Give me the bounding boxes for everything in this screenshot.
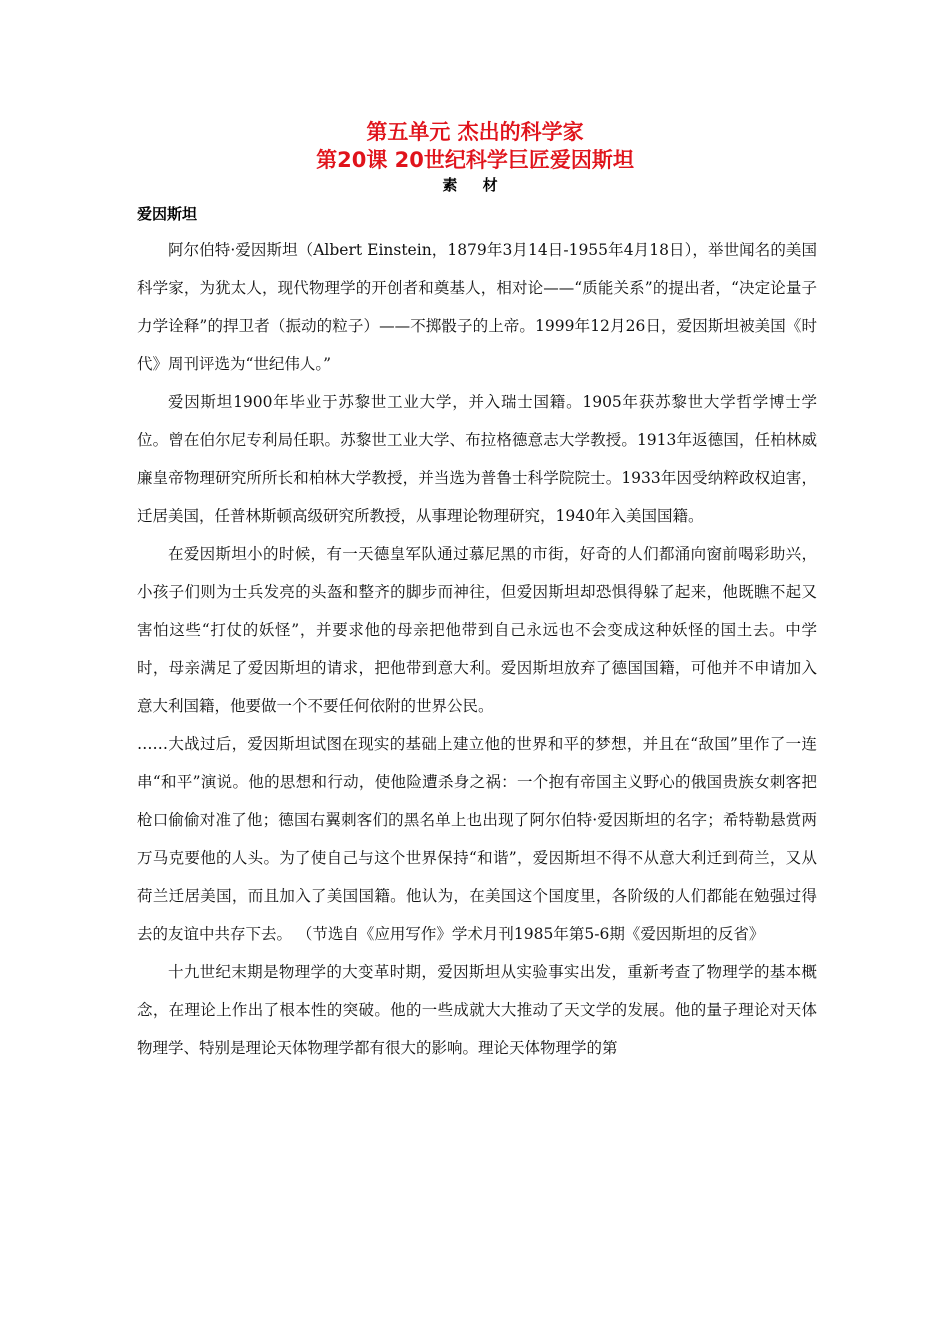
paragraph-4: ……大战过后，爱因斯坦试图在现实的基础上建立他的世界和平的梦想，并且在“敌国”里作了一连串“和平”演说。他的思想和行动，使他险遭杀身之祸：一个抱有帝国主义野心的俄国贵族女刺客把枪口偷偷对准了他；德国右翼刺客们的黑名单上也出现了阿尔伯特·爱因斯坦的名字；希特勒悬赏两万马克要他的人头。为了使自己与这个世界保持“和谐”，爱因斯坦不得不从意大利迁到荷兰，又从荷兰迁居美国，而且加入了美国国籍。他认为，在美国这个国度里，各阶级的人们都能在勉强过得去的友谊中共存下去。 （节选自《应用写作》学术月刊1985年第5-6期《爱因斯坦的反省》 xyxy=(137,735,817,943)
subtitle: 素 材 xyxy=(442,176,508,194)
lesson-title: 第20课 20世纪科学巨匠爱因斯坦 xyxy=(316,148,634,172)
paragraph-3: 在爱因斯坦小的时候，有一天德皇军队通过慕尼黑的市街，好奇的人们都涌向窗前喝彩助兴，小孩子们则为士兵发亮的头盔和整齐的脚步而神往，但爱因斯坦却恐惧得躲了起来，他既瞧不起又害怕这些“打仗的妖怪”，并要求他的母亲把他带到自己永远也不会变成这种妖怪的国土去。中学时，母亲满足了爱因斯坦的请求，把他带到意大利。爱因斯坦放弃了德国国籍，可他并不申请加入意大利国籍，他要做一个不要任何依附的世界公民。 xyxy=(137,545,817,715)
paragraph-5: 十九世纪末期是物理学的大变革时期，爱因斯坦从实验事实出发，重新考查了物理学的基本概念，在理论上作出了根本性的突破。他的一些成就大大推动了天文学的发展。他的量子理论对天体物理学、特别是理论天体物理学都有很大的影响。理论天体物理学的第 xyxy=(137,963,817,1057)
paragraph-1: 阿尔伯特·爱因斯坦（Albert Einstein，1879年3月14日-1955年4月18日），举世闻名的美国科学家，为犹太人，现代物理学的开创者和奠基人，相对论——“质能关系”的提出者，“决定论量子力学诠释”的捍卫者（振动的粒子）——不掷骰子的上帝。1999年12月26日，爱因斯坦被美国《时代》周刊评选为“世纪伟人。” xyxy=(137,241,817,373)
title-block xyxy=(0,118,950,196)
section-heading: 爱因斯坦 xyxy=(137,205,198,223)
unit-title: 第五单元 杰出的科学家 xyxy=(366,120,584,144)
body-text xyxy=(137,231,817,1067)
paragraph-2: 爱因斯坦1900年毕业于苏黎世工业大学，并入瑞士国籍。1905年获苏黎世大学哲学博士学位。曾在伯尔尼专利局任职。苏黎世工业大学、布拉格德意志大学教授。1913年返德国，任柏林威廉皇帝物理研究所所长和柏林大学教授，并当选为普鲁士科学院院士。1933年因受纳粹政权迫害，迁居美国，任普林斯顿高级研究所教授，从事理论物理研究，1940年入美国国籍。 xyxy=(137,393,817,525)
